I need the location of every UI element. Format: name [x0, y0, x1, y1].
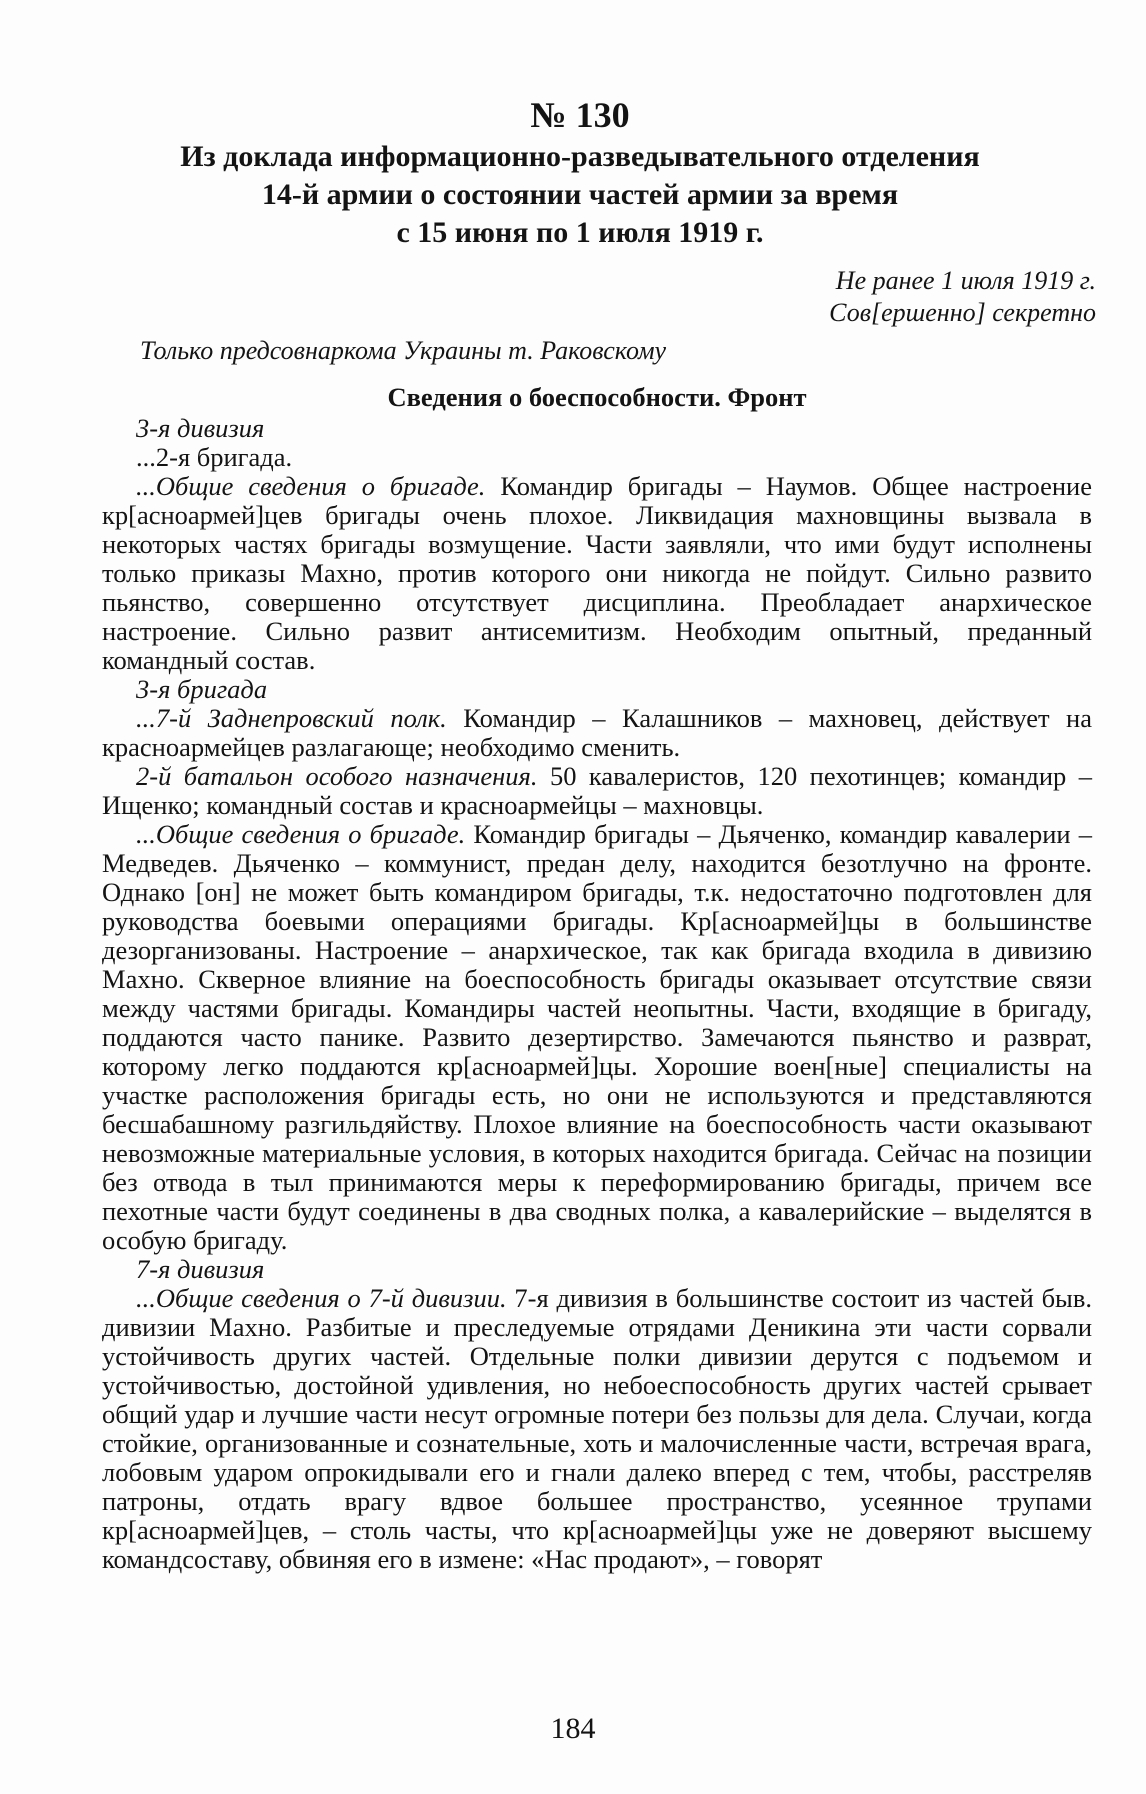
- document-header: [160, 94, 1000, 252]
- subheading-division: 3-я дивизия: [136, 413, 265, 443]
- paragraph: [102, 472, 1092, 675]
- paragraph-text: Командир – Калашников – махновец, действует на красноармейцев разлагающе; необходимо сменить.: [102, 703, 1092, 762]
- paragraph-text: ...2-я бригада.: [136, 442, 293, 472]
- document-body: [102, 383, 1092, 1574]
- title-line: с 15 июня по 1 июля 1919 г.: [396, 216, 764, 249]
- paragraph: [102, 704, 1092, 762]
- paragraph-lead: ...7-й Заднепровский полк.: [136, 703, 447, 733]
- paragraph-lead: ...Общие сведения о бригаде.: [136, 819, 466, 849]
- title-line: Из доклада информационно-разведывательного отделения: [180, 140, 980, 173]
- dateline: [829, 265, 1096, 329]
- subheading-brigade: 3-я бригада: [136, 674, 268, 704]
- paragraph: [102, 1284, 1092, 1574]
- document-date: Не ранее 1 июля 1919 г.: [835, 266, 1096, 295]
- section-title: Сведения о боеспособности. Фронт: [387, 382, 807, 412]
- page-number: 184: [550, 1712, 596, 1745]
- classification: Сов[ершенно] секретно: [829, 298, 1096, 327]
- paragraph-lead: ...Общие сведения о бригаде.: [136, 471, 486, 501]
- document-title: [160, 138, 1000, 252]
- title-line: 14-й армии о состоянии частей армии за время: [261, 178, 899, 211]
- paragraph: [102, 820, 1092, 1255]
- paragraph-text: 7-я дивизия в большинстве состоит из частей быв. дивизии Махно. Разбитые и преследуемые отрядами Деникина эти части сорвали устойчивость других частей. Отдельные полки дивизии дерутся с подъемом и устойчивостью, достойной удивления, но небоеспособность других частей срывает общий удар и лучшие части несут огромные потери без пользы для дела. Случаи, когда стойкие, организованные и сознательные, хоть и малочисленные части, встречая врага, лобовым ударом опрокидывали его и гнали далеко вперед с тем, чтобы, расстреляв патроны, отдать врагу вдвое большее пространство, усеянное трупами кр[асноармей]цев, – столь часты, что кр[асноармей]цы уже не доверяют высшему командсоставу, обвиняя его в измене: «Нас продают», – говорят: [102, 1283, 1092, 1574]
- paragraph-text: Командир бригады – Дьяченко, командир кавалерии – Медведев. Дьяченко – коммунист, предан делу, находится безотлучно на фронте. Однако [он] не может быть командиром бригады, т.к. недостаточно подготовлен для руководства боевыми операциями бригады. Кр[асноармей]цы в большинстве дезорганизованы. Настроение – анархическое, так как бригада входила в дивизию Махно. Скверное влияние на боеспособность бригады оказывает отсутствие связи между частями бригады. Командиры частей неопытны. Части, входящие в бригаду, поддаются часто панике. Развито дезертирство. Замечаются пьянство и разврат, которому легко поддаются кр[асноармей]цы. Хорошие воен[ные] специалисты на участке расположения бригады есть, но они не используются и представляются бесшабашному разгильдяйству. Плохое влияние на боеспособность части оказывают невозможные материальные условия, в которых находится бригада. Сейчас на позиции без отвода в тыл принимаются меры к переформированию бригады, причем все пехотные части будут соединены в два сводных полка, а кавалерийские – выделятся в особую бригаду.: [102, 819, 1092, 1255]
- paragraph: [102, 443, 1092, 472]
- paragraph-text: Командир бригады – Наумов. Общее настроение кр[асноармей]цев бригады очень плохое. Ликвидация махновщины вызвала в некоторых частях бригады возмущение. Части заявляли, что ими будут исполнены только приказы Махно, против которого они никогда не пойдут. Сильно развито пьянство, совершенно отсутствует дисциплина. Преобладает анархическое настроение. Сильно развит антисемитизм. Необходим опытный, преданный командный состав.: [102, 471, 1092, 675]
- paragraph-text: 50 кавалеристов, 120 пехотинцев; командир – Ищенко; командный состав и красноармейцы – махновцы.: [102, 761, 1092, 820]
- document-number: № 130: [530, 95, 630, 135]
- paragraph-lead: 2-й батальон особого назначения.: [136, 761, 538, 791]
- addressee: Только предсовнаркома Украины т. Раковскому: [140, 336, 667, 365]
- paragraph: [102, 762, 1092, 820]
- subheading-division: 7-я дивизия: [136, 1254, 265, 1284]
- paragraph-lead: ...Общие сведения о 7-й дивизии.: [136, 1283, 507, 1313]
